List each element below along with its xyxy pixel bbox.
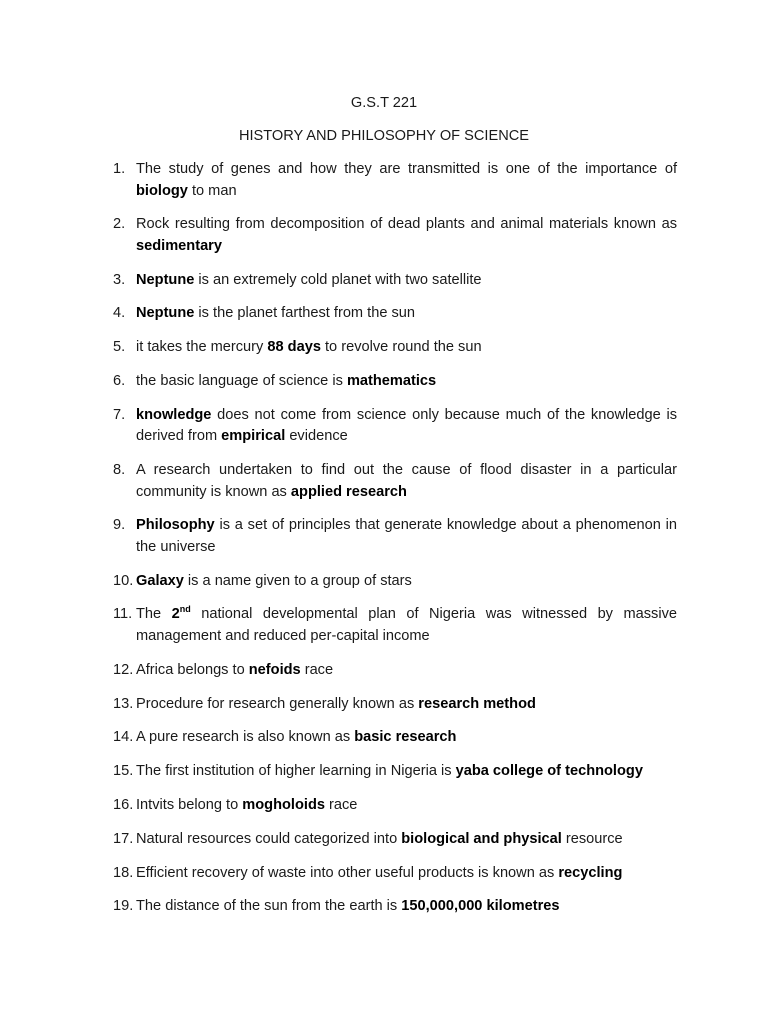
question-text: A pure research is also known as	[136, 729, 355, 746]
item-number: 11.	[113, 606, 133, 623]
answer-highlight: applied research	[290, 483, 407, 500]
item-number: 18.	[113, 864, 134, 881]
list-item	[113, 214, 677, 257]
list-item	[113, 270, 677, 292]
answer-highlight: biology	[136, 182, 188, 199]
item-text	[136, 460, 677, 503]
item-text	[136, 159, 677, 202]
course-title-heading: HISTORY AND PHILOSOPHY OF SCIENCE	[238, 128, 530, 144]
list-item	[113, 829, 677, 851]
question-text: A research undertaken to find out the cause of flood disaster in a particular community is known as	[136, 462, 677, 500]
item-text	[136, 405, 677, 448]
answer-highlight: Neptune	[136, 305, 195, 322]
answer-highlight: empirical	[221, 428, 286, 445]
item-number: 7.	[113, 406, 126, 423]
item-number: 15.	[113, 763, 134, 780]
item-number: 14.	[113, 729, 134, 746]
list-item	[113, 337, 677, 359]
list-item	[113, 660, 677, 682]
ordinal-suffix: nd	[179, 604, 191, 615]
list-item	[113, 405, 677, 448]
list-item	[113, 761, 677, 783]
item-number: 13.	[113, 695, 134, 712]
list-item	[113, 303, 677, 325]
item-number: 12.	[113, 661, 134, 678]
answer-highlight: 2	[171, 606, 180, 623]
question-text: the basic language of science is	[136, 372, 347, 389]
question-text: is an extremely cold planet with two satellite	[194, 271, 482, 288]
item-text	[136, 727, 677, 749]
item-number: 19.	[113, 898, 134, 915]
question-text: is a name given to a group of stars	[183, 572, 412, 589]
question-text: The distance of the sun from the earth is	[136, 898, 402, 915]
answer-highlight: 150,000,000 kilometres	[401, 898, 560, 915]
item-number: 10.	[113, 572, 134, 589]
item-text	[136, 604, 677, 647]
answer-highlight: mogholoids	[242, 796, 325, 813]
item-number: 6.	[113, 372, 126, 389]
question-text: race	[324, 796, 358, 813]
answer-highlight: sedimentary	[136, 237, 222, 254]
item-text	[136, 515, 677, 558]
answer-highlight: yaba college of technology	[455, 763, 643, 780]
item-number: 2.	[113, 216, 126, 233]
question-text: evidence	[285, 428, 348, 445]
question-text: does not come from science only because much of the knowledge is derived from	[136, 406, 677, 445]
item-text	[136, 694, 677, 716]
answer-highlight: basic research	[354, 729, 457, 746]
item-number: 3.	[113, 271, 126, 288]
item-number: 5.	[113, 339, 126, 356]
answer-highlight: research method	[418, 695, 536, 712]
item-number: 17.	[113, 830, 134, 847]
question-text: Procedure for research generally known as	[136, 695, 419, 712]
list-item	[113, 159, 677, 202]
item-text	[136, 571, 677, 593]
item-text	[136, 795, 677, 817]
question-text: national developmental plan of Nigeria was witnessed by massive management and reduced per-capital income	[136, 606, 677, 644]
item-text	[136, 761, 677, 783]
question-text: The first institution of higher learning in Nigeria is	[136, 763, 456, 780]
question-text: is a set of principles that generate knowledge about a phenomenon in the universe	[136, 517, 677, 555]
question-text: resource	[561, 830, 623, 847]
list-item	[113, 371, 677, 393]
item-text	[136, 371, 677, 393]
item-text	[136, 660, 677, 682]
item-number: 16.	[113, 796, 134, 813]
list-item	[113, 571, 677, 593]
question-text: Natural resources could categorized into	[136, 830, 402, 847]
list-item	[113, 896, 677, 918]
list-item	[113, 515, 677, 558]
question-text: is the planet farthest from the sun	[194, 305, 416, 322]
item-text	[136, 896, 677, 918]
answer-highlight: Philosophy	[136, 517, 215, 534]
answer-highlight: biological and physical	[401, 830, 562, 847]
answer-highlight	[180, 606, 191, 622]
question-text: Africa belongs to	[136, 661, 249, 678]
answer-highlight: 88 days	[267, 339, 321, 356]
list-item	[113, 727, 677, 749]
item-text	[136, 829, 677, 851]
answer-highlight: Galaxy	[136, 572, 184, 589]
item-number: 1.	[113, 161, 126, 177]
item-number: 8.	[113, 462, 126, 479]
answer-highlight: recycling	[558, 864, 623, 881]
question-text: to man	[187, 182, 237, 199]
list-item	[113, 694, 677, 716]
question-text: it takes the mercury	[136, 339, 268, 356]
question-text: Rock resulting from decomposition of dead plants and animal materials known as	[136, 216, 677, 233]
answer-highlight: nefoids	[248, 661, 301, 678]
question-text: The study of genes and how they are transmitted is one of the importance of	[136, 161, 677, 177]
question-text: Efficient recovery of waste into other useful products is known as	[136, 864, 559, 881]
item-text	[136, 214, 677, 257]
item-text	[136, 270, 677, 292]
course-code-heading: G.S.T 221	[350, 95, 418, 111]
question-list	[113, 159, 677, 930]
list-item	[113, 795, 677, 817]
item-text	[136, 303, 677, 325]
list-item	[113, 863, 677, 885]
question-text: Intvits belong to	[136, 796, 243, 813]
question-text: race	[300, 661, 334, 678]
answer-highlight: Neptune	[136, 271, 195, 288]
item-text	[136, 337, 677, 359]
list-item	[113, 460, 677, 503]
question-text: to revolve round the sun	[320, 339, 482, 356]
item-number: 4.	[113, 305, 126, 322]
list-item	[113, 604, 677, 647]
question-text: The	[136, 606, 172, 623]
item-text	[136, 863, 677, 885]
answer-highlight: mathematics	[346, 372, 437, 389]
item-number: 9.	[113, 517, 126, 534]
answer-highlight: knowledge	[136, 406, 212, 423]
